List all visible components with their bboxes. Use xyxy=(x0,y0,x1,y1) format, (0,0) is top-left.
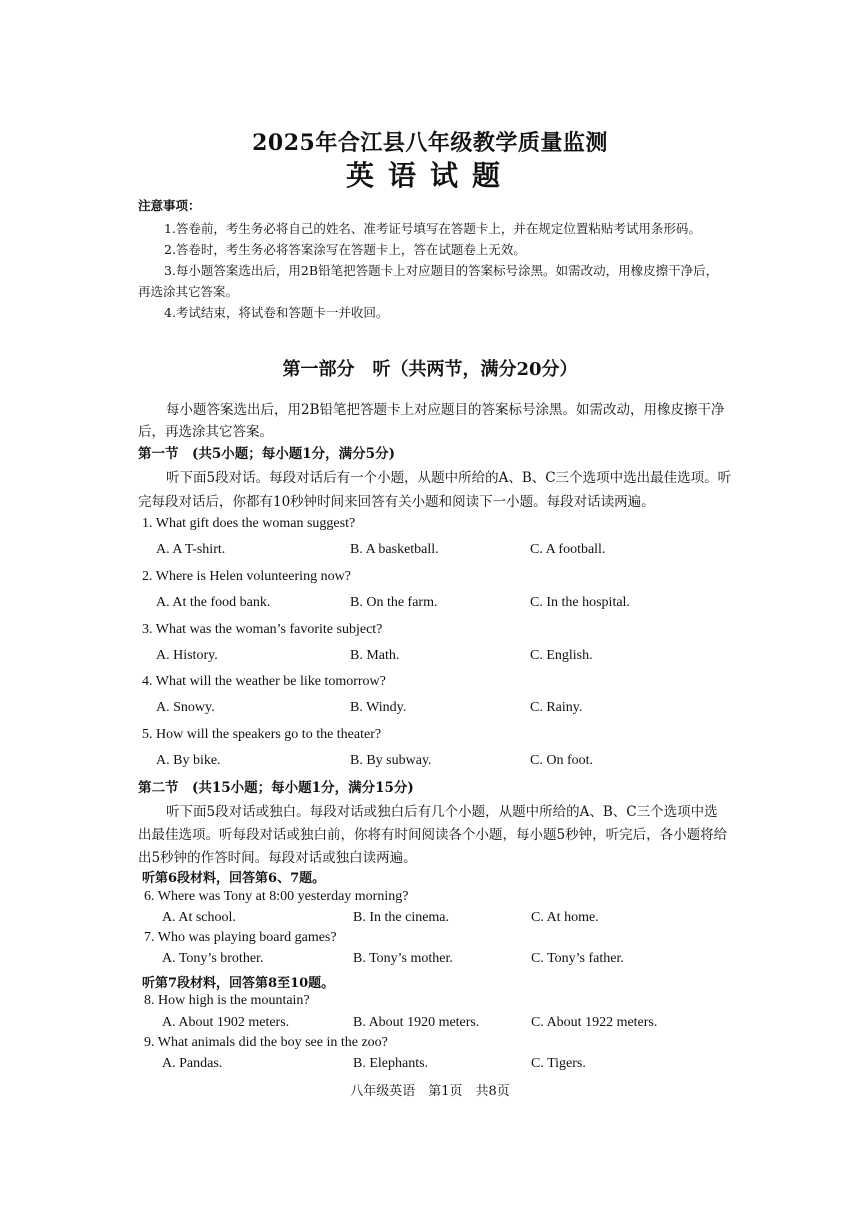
question-stem: 9. What animals did the boy see in the zoo? xyxy=(144,1035,388,1050)
option-a: A. Snowy. xyxy=(156,700,215,715)
part1-instruction: 每小题答案选出后，用2B铅笔把答题卡上对应题目的答案标号涂黑。如需改动，用橡皮擦干净 xyxy=(166,402,725,418)
material-label: 听第7段材料，回答第8至10题。 xyxy=(142,976,335,991)
question-stem: 2. Where is Helen volunteering now? xyxy=(142,569,351,584)
question-stem: 5. How will the speakers go to the theater? xyxy=(142,727,382,742)
exam-title: 2025年合江县八年级教学质量监测 xyxy=(252,130,608,156)
option-c: C. Rainy. xyxy=(530,700,583,715)
section1-instruction: 听下面5段对话。每段对话后有一个小题，从题中所给的A、B、C三个选项中选出最佳选项。听 xyxy=(166,470,732,486)
part1-instruction: 后，再选涂其它答案。 xyxy=(138,424,273,440)
option-c: C. In the hospital. xyxy=(530,595,630,610)
option-b: B. In the cinema. xyxy=(353,910,450,925)
option-c: C. A football. xyxy=(530,542,606,557)
option-b: B. By subway. xyxy=(350,753,432,768)
option-b: B. Elephants. xyxy=(353,1056,429,1071)
option-a: A. Tony’s brother. xyxy=(162,951,264,966)
option-c: C. Tony’s father. xyxy=(531,951,624,966)
option-a: A. Pandas. xyxy=(162,1056,223,1071)
question-stem: 6. Where was Tony at 8:00 yesterday morning? xyxy=(144,889,409,904)
part1-heading: 第一部分 听（共两节，满分20分） xyxy=(282,359,578,380)
section2-instruction: 出5秒钟的作答时间。每段对话或独白读两遍。 xyxy=(138,850,417,866)
page-footer: 八年级英语 第1页 共8页 xyxy=(350,1084,510,1099)
option-b: B. Windy. xyxy=(350,700,407,715)
option-c: C. About 1922 meters. xyxy=(531,1015,658,1030)
option-b: B. On the farm. xyxy=(350,595,438,610)
question-stem: 1. What gift does the woman suggest? xyxy=(142,516,356,531)
subject-title: 英语试题 xyxy=(345,159,514,192)
question-stem: 4. What will the weather be like tomorrow? xyxy=(142,674,386,689)
notes-heading: 注意事项： xyxy=(138,198,201,213)
section2-instruction: 出最佳选项。听每段对话或独白前，你将有时间阅读各个小题，每小题5秒钟，听完后，各小题将给 xyxy=(138,827,728,843)
option-b: B. A basketball. xyxy=(350,542,439,557)
option-a: A. A T-shirt. xyxy=(156,542,226,557)
option-a: A. By bike. xyxy=(156,753,221,768)
note-item: 4.考试结束，将试卷和答题卡一并收回。 xyxy=(164,305,389,320)
option-a: A. About 1902 meters. xyxy=(162,1015,290,1030)
option-a: A. At school. xyxy=(162,910,236,925)
option-a: A. History. xyxy=(156,648,218,663)
material-label: 听第6段材料，回答第6、7题。 xyxy=(142,871,326,886)
question-stem: 8. How high is the mountain? xyxy=(144,993,310,1008)
option-c: C. On foot. xyxy=(530,753,593,768)
note-item: 1.答卷前，考生务必将自己的姓名、准考证号填写在答题卡上，并在规定位置粘贴考试用条形码。 xyxy=(164,221,701,236)
question-stem: 7. Who was playing board games? xyxy=(144,930,337,945)
note-item: 3.每小题答案选出后，用2B铅笔把答题卡上对应题目的答案标号涂黑。如需改动，用橡皮擦干净后， xyxy=(164,263,719,278)
section2-heading: 第二节 (共15小题；每小题1分，满分15分) xyxy=(138,780,414,796)
question-stem: 3. What was the woman’s favorite subject? xyxy=(142,622,383,637)
section2-instruction: 听下面5段对话或独白。每段对话或独白后有几个小题，从题中所给的A、B、C三个选项中选 xyxy=(166,804,718,820)
option-b: B. Math. xyxy=(350,648,400,663)
section1-heading: 第一节 (共5小题；每小题1分，满分5分) xyxy=(138,446,395,462)
option-c: C. Tigers. xyxy=(531,1056,586,1071)
option-a: A. At the food bank. xyxy=(156,595,271,610)
note-item: 2.答卷时，考生务必将答案涂写在答题卡上，答在试题卷上无效。 xyxy=(164,242,526,257)
section1-instruction: 完每段对话后，你都有10秒钟时间来回答有关小题和阅读下一小题。每段对话读两遍。 xyxy=(138,494,655,510)
note-item: 再选涂其它答案。 xyxy=(138,284,239,299)
option-c: C. At home. xyxy=(531,910,599,925)
option-b: B. Tony’s mother. xyxy=(353,951,453,966)
option-b: B. About 1920 meters. xyxy=(353,1015,480,1030)
option-c: C. English. xyxy=(530,648,593,663)
